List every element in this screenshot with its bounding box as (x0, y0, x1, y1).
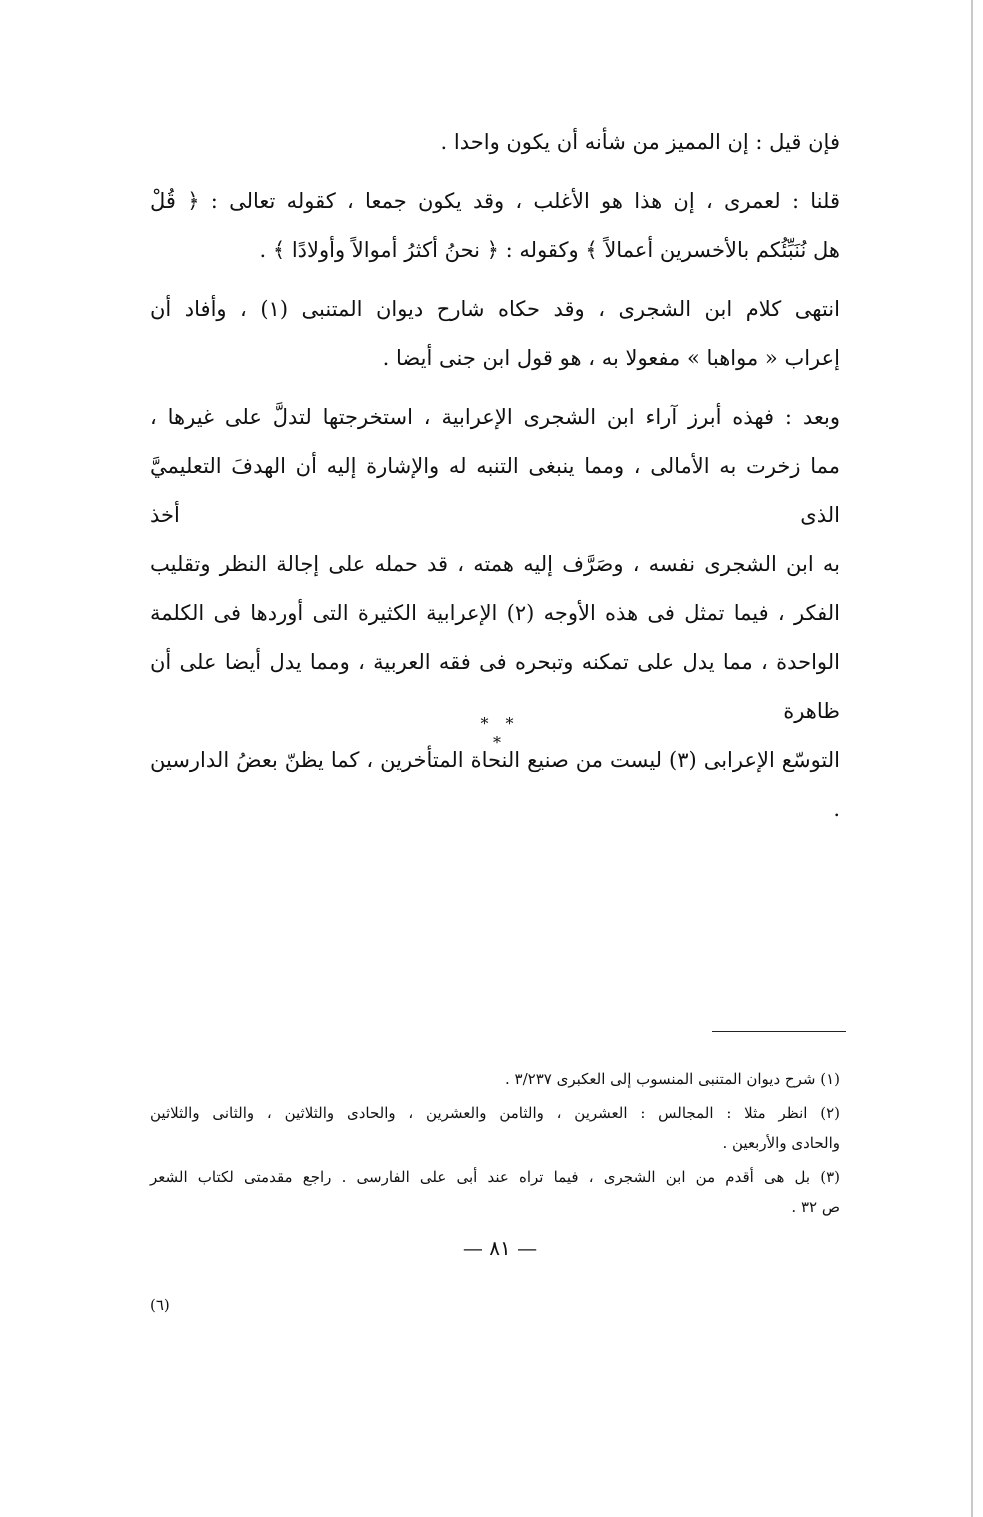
paragraph-3 (150, 285, 840, 383)
paragraph-2 (150, 177, 840, 275)
footnote-rule (712, 1031, 846, 1032)
section-separator: * * * (480, 714, 520, 752)
signature-mark: (٦) (150, 1296, 170, 1314)
text-line: فإن قيل : إن المميز من شأنه أن يكون واحدا . (440, 130, 840, 154)
footnote-line: ص ٣٢ . (791, 1198, 840, 1216)
text-line: هل نُنَبِّئُكم بالأخسرين أعمالاً ﴾ وكقوله : ﴿ نحنُ أكثرُ أموالاً وأولادًا ﴾ . (259, 238, 840, 262)
footnote-3 (150, 1162, 840, 1222)
text-line: قلنا : لعمرى ، إن هذا هو الأغلب ، وقد يكون جمعا ، كقوله تعالى : ﴿ قُلْ (150, 189, 840, 213)
paragraph-1 (150, 118, 840, 167)
footnote-1 (150, 1064, 840, 1094)
text-line: الواحدة ، مما يدل على تمكنه وتبحره فى فقه العربية ، ومما يدل أيضا على أن ظاهرة (150, 650, 840, 723)
footnotes (150, 1064, 840, 1226)
page-number: — ٨١ — (462, 1236, 538, 1260)
text-line: مما زخرت به الأمالى ، ومما ينبغى التنبه له والإشارة إليه أن الهدفَ التعليميَّ الذى أخذ (150, 454, 840, 527)
text-line: به ابن الشجرى نفسه ، وصَرَّف إليه همته ، قد حمله على إجالة النظر وتقليب (150, 552, 840, 576)
footnote-line: (٢) انظر مثلا : المجالس : العشرين ، والثامن والعشرين ، والحادى والثلاثين ، والثانى والثلاثين (150, 1104, 840, 1122)
text-line: وبعد : فهذه أبرز آراء ابن الشجرى الإعرابية ، استخرجتها لتدلَّ على غيرها ، (150, 405, 840, 429)
page-edge-line (971, 0, 973, 1517)
text-line: انتهى كلام ابن الشجرى ، وقد حكاه شارح ديوان المتنبى (١) ، وأفاد أن (150, 297, 840, 321)
paragraph-4 (150, 393, 840, 834)
footnote-line: (١) شرح ديوان المتنبى المنسوب إلى العكبرى ٣/٢٣٧ . (504, 1070, 840, 1088)
text-line: الفكر ، فيما تمثل فى هذه الأوجه (٢) الإعرابية الكثيرة التى أوردها فى الكلمة (150, 601, 840, 625)
footnote-line: (٣) بل هى أقدم من ابن الشجرى ، فيما تراه عند أبى على الفارسى . راجع مقدمتى لكتاب الشعر (150, 1168, 840, 1186)
text-line: إعراب « مواهبا » مفعولا به ، هو قول ابن جنى أيضا . (382, 346, 840, 370)
footnote-line: والحادى والأربعين . (722, 1134, 840, 1152)
footnote-2 (150, 1098, 840, 1158)
text-line: التوسّع الإعرابى (٣) ليست من صنيع النحاة المتأخرين ، كما يظنّ بعضُ الدارسين . (150, 748, 840, 821)
